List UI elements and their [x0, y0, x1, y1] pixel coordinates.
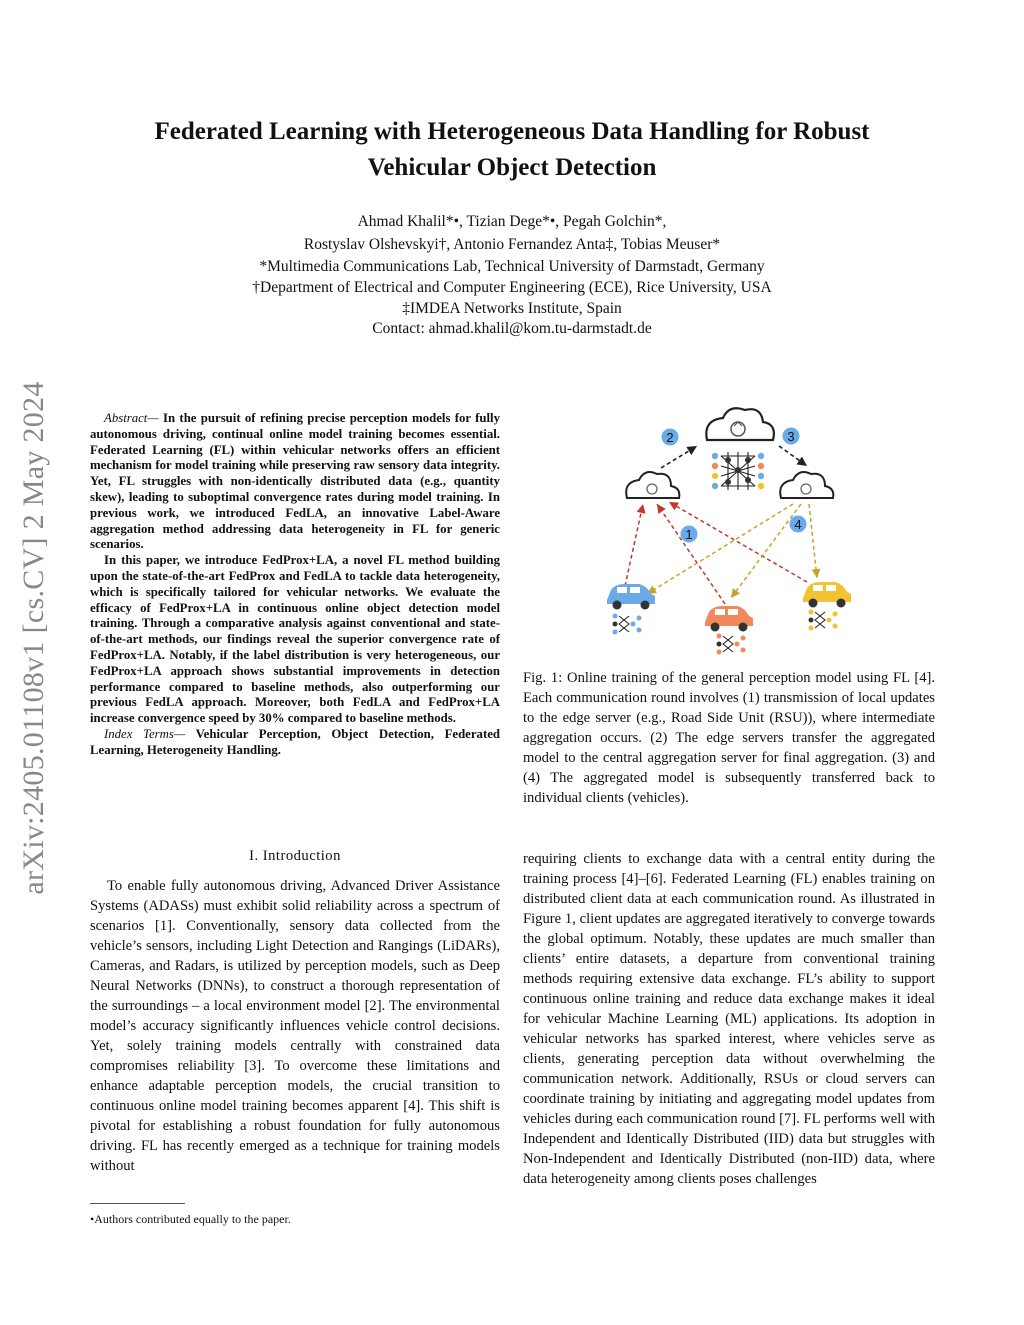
edge-server-right-cloud-icon [780, 472, 833, 498]
section-title-introduction: I. Introduction [249, 848, 341, 864]
step-badge-2 [662, 429, 679, 446]
edge-server-left-cloud-icon [626, 472, 679, 498]
intro-right-column [523, 849, 935, 1189]
affiliation-1: *Multimedia Communications Lab, Technical University of Darmstadt, Germany [259, 258, 765, 275]
step-badge-1 [681, 526, 698, 543]
figure-1-caption: Fig. 1: Online training of the general perception model using FL [4]. Each communication round involves (1) transmission of local updates to the edge server (e.g., Road Side Unit (RSU)), where intermediate aggregation occurs. (2) The edge servers transfer the aggregated model to the central aggregation server for final aggregation. (3) and (4) The aggregated model is subsequently transferred back to individual clients (vehicles). [523, 670, 935, 806]
central-server-cloud-icon [706, 408, 774, 440]
intro-paragraph-continued: requiring clients to exchange data with a central entity during the training process [4]–[6]. Federated Learning (FL) enables training on distributed client data at each communication round. As illustrated in Figure 1, client updates are aggregated iteratively to converge towards the global optimum. Notably, these updates are much smaller than clients’ entire datasets, a departure from conventional training methods requiring extensive data exchange. FL’s ability to support continuous online training and reduce data exchange makes it ideal for vehicular Machine Learning (ML) applications. Its adoption in vehicular networks has sparked interest, where vehicles serve as clients, generating perception data without overwhelming the communication network. Additionally, RSUs or cloud servers can coordinate training by initiating and aggregating model updates from vehicles during each communication round [7]. FL performs well with Independent and Identically Distributed (IID) data but struggles with Non-Independent and Identically Distributed (non-IID) data, where data heterogeneity among clients poses challenges [523, 851, 935, 1187]
footnote: •Authors contributed equally to the paper. [90, 1212, 291, 1226]
step-badge-3 [783, 428, 800, 445]
intro-left-column [90, 876, 500, 1176]
arxiv-identifier: arXiv:2405.01108v1 [cs.CV] 2 May 2024 [17, 381, 50, 895]
intro-paragraph-1: To enable fully autonomous driving, Advanced Driver Assistance Systems (ADASs) must exhibit solid reliability across a spectrum of scenarios [1]. Conventionally, sensory data collected from the vehicle’s sensors, including Light Detection and Rangings (LiDARs), Cameras, and Radars, is utilized by perception models, such as Deep Neural Networks (DNNs), to construct a thorough representation of the surroundings – a local environment model [2]. The environmental model’s accuracy significantly influences vehicle control decisions. Yet, solely training models centrally with constrained data compromises reliability [3]. To overcome these limitations and enhance adaptable perception models, the crucial transition to continuous online model training becomes apparent [4]. This shift is pivotal for establishing a robust foundation for fully autonomous driving. FL has recently emerged as a technique for training models without [90, 878, 500, 1174]
authors-line-2: Rostyslav Olshevskyi†, Antonio Fernandez Anta‡, Tobias Meuser* [303, 236, 721, 253]
affiliation-2: †Department of Electrical and Computer Engineering (ECE), Rice University, USA [252, 279, 772, 296]
arrow-edge-to-central [661, 446, 697, 468]
title-line-2: Vehicular Object Detection [367, 154, 657, 181]
figure-1-diagram [595, 400, 870, 655]
arrow-edge-to-client-orange [731, 504, 801, 598]
svg-text:1: 1 [685, 527, 693, 542]
arrow-client-blue-to-edge [625, 504, 643, 586]
svg-text:2: 2 [666, 430, 674, 445]
abstract [90, 411, 500, 759]
svg-text:4: 4 [794, 517, 802, 532]
step-badge-4 [790, 516, 807, 533]
title-line-1: Federated Learning with Heterogeneous Data Handling for Robust [154, 118, 870, 145]
index-terms-label: Index Terms— [104, 726, 186, 741]
arrow-edge-to-client-yellow [809, 504, 817, 578]
authors-line-1: Ahmad Khalil*•, Tizian Dege*•, Pegah Golchin*, [357, 213, 667, 230]
abstract-paragraph-2: In this paper, we introduce FedProx+LA, a novel FL method building upon the state-of-the-art FedProx and FedLA to tackle data heterogeneity, which is specifically tailored for vehicular networks. We evaluate the efficacy of FedProx+LA in continuous online object detection model training. Through a comparative analysis against conventional and state-of-the-art methods, our findings reveal the superior convergence rate of FedProx+LA. Notably, if the label distribution is very heterogeneous, our FedProx+LA approach shows substantial improvements in detection performance compared to baseline methods, also outperforming our previous FedLA approach. Moreover, both FedLA and FedProx+LA increase convergence speed by 30% compared to baseline methods. [90, 553, 500, 726]
affiliation-3: ‡IMDEA Networks Institute, Spain [402, 300, 622, 317]
vehicle-orange-car-icon [705, 606, 753, 655]
svg-text:3: 3 [787, 429, 795, 444]
arrow-central-to-edge [779, 446, 807, 466]
global-model-network-icon [712, 452, 764, 490]
paper-title [100, 114, 924, 186]
arrow-edge-to-client-blue [647, 504, 793, 594]
abstract-paragraph-1: In the pursuit of refining precise perception models for fully autonomous driving, continual online model training becomes essential. Federated Learning (FL) within vehicular networks offers an efficient mechanism for model training while preserving raw sensory data integrity. Yet, FL struggles with non-identically distributed data (e.g., quantity skew), leading to suboptimal convergence rates during model training. In previous work, we introduced FedLA, an innovative Label-Aware aggregation method addressing data heterogeneity in FL for generic scenarios. [90, 411, 500, 552]
vehicle-blue-car-icon [607, 584, 655, 635]
footnote-rule [90, 1203, 185, 1204]
abstract-label: Abstract— [104, 411, 159, 425]
index-terms: Vehicular Perception, Object Detection, Federated Learning, Heterogeneity Handling. [90, 726, 501, 757]
arrow-client-orange-to-edge [657, 504, 725, 604]
vehicle-yellow-car-icon [803, 582, 851, 631]
contact-email: Contact: ahmad.khalil@kom.tu-darmstadt.de [372, 320, 652, 337]
